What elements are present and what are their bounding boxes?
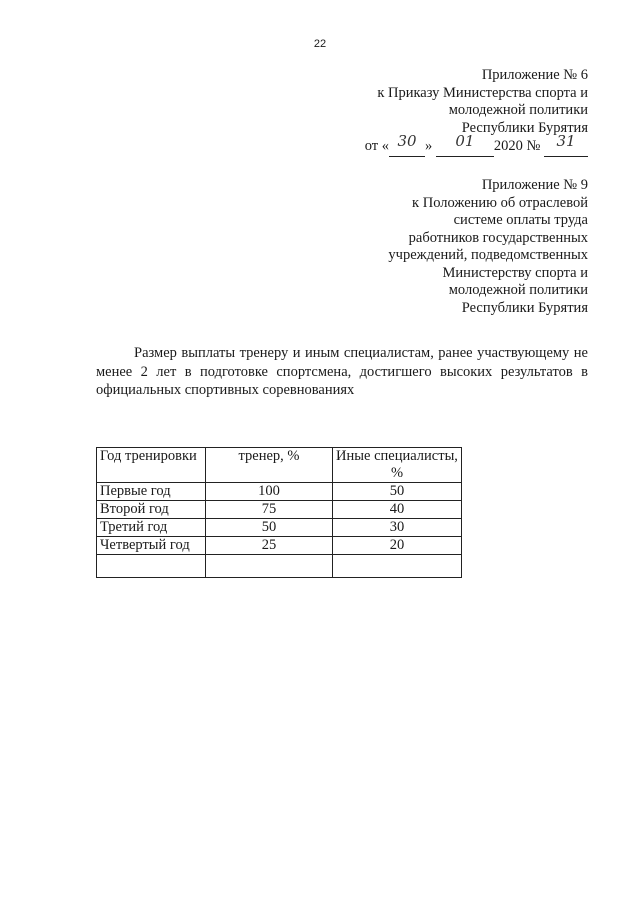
table-row xyxy=(97,501,462,519)
table-header-row xyxy=(97,448,462,483)
header-year: Год тренировки xyxy=(97,448,206,483)
header-other-specialists: Иные специалисты, % xyxy=(333,448,462,483)
row-other-value: 40 xyxy=(333,501,462,519)
handwritten-month: 01 xyxy=(455,132,475,150)
row-other-value: 30 xyxy=(333,519,462,537)
payment-table xyxy=(96,447,462,578)
number-blank xyxy=(544,132,588,157)
appendix-9-header xyxy=(388,177,588,317)
document-title xyxy=(96,344,588,400)
appendix-9-line: системе оплаты труда xyxy=(453,212,588,228)
table-row xyxy=(97,537,462,555)
row-year: Первые год xyxy=(97,483,206,501)
row-coach-value: 75 xyxy=(206,501,333,519)
month-blank xyxy=(436,132,494,157)
date-mid: » xyxy=(425,138,433,154)
table-row xyxy=(97,483,462,501)
table-row xyxy=(97,519,462,537)
row-year: Третий год xyxy=(97,519,206,537)
handwritten-number: 31 xyxy=(556,132,576,150)
appendix-6-line: к Приказу Министерства спорта и xyxy=(377,84,588,101)
appendix-6-line: молодежной политики xyxy=(448,102,588,118)
empty-cell xyxy=(206,555,333,578)
row-coach-value: 50 xyxy=(206,519,333,537)
row-year: Второй год xyxy=(97,501,206,519)
appendix-9-line: Министерству спорта и xyxy=(442,264,588,281)
appendix-9-line: к Положению об отраслевой xyxy=(412,194,588,211)
appendix-6-line: Приложение № 6 xyxy=(481,67,588,83)
table-empty-row xyxy=(97,555,462,578)
appendix-9-line: Приложение № 9 xyxy=(481,177,588,193)
empty-cell xyxy=(333,555,462,578)
appendix-9-line: молодежной политики xyxy=(448,282,588,298)
empty-cell xyxy=(97,555,206,578)
appendix-9-line: работников государственных xyxy=(408,229,588,246)
appendix-6-line: Республики Бурятия xyxy=(461,119,588,136)
appendix-9-line: Республики Бурятия xyxy=(461,299,588,316)
page-number: 22 xyxy=(313,38,327,50)
row-coach-value: 100 xyxy=(206,483,333,501)
row-other-value: 50 xyxy=(333,483,462,501)
date-prefix: от « xyxy=(364,138,390,154)
year-number-label: 2020 № xyxy=(493,138,541,154)
appendix-6-header xyxy=(365,67,588,157)
row-other-value: 20 xyxy=(333,537,462,555)
order-date-line xyxy=(364,132,588,157)
row-year: Четвертый год xyxy=(97,537,206,555)
day-blank xyxy=(389,132,425,157)
title-text: Размер выплаты тренеру и иным специалистам, ранее участвующему не менее 2 лет в подготовке спортсмена, достигшего высоких результатов в официальных спортивных соревнованиях xyxy=(96,345,588,398)
appendix-9-line: учреждений, подведомственных xyxy=(388,247,588,263)
handwritten-day: 30 xyxy=(397,132,417,150)
row-coach-value: 25 xyxy=(206,537,333,555)
header-coach: тренер, % xyxy=(206,448,333,483)
